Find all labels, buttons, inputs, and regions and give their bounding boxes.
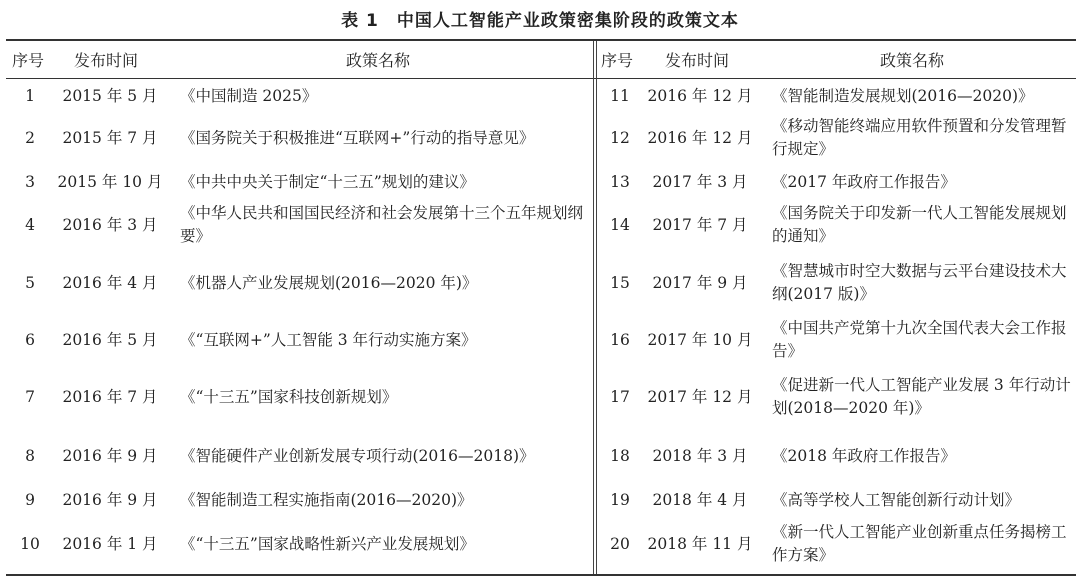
row-policy-name: 《中国制造 2025》 <box>180 86 318 105</box>
row-seq: 1 <box>25 86 35 105</box>
row-seq: 13 <box>610 172 630 191</box>
header-name-right: 政策名称 <box>880 51 945 70</box>
row-policy-name: 《“十三五”国家战略性新兴产业发展规划》 <box>180 534 475 553</box>
table-number: 表 1 <box>341 11 379 31</box>
row-policy-name: 《机器人产业发展规划(2016—2020 年)》 <box>180 273 478 292</box>
row-date: 2015 年 10 月 <box>57 172 163 191</box>
row-policy-name: 《智能制造发展规划(2016—2020)》 <box>772 86 1034 105</box>
row-date: 2016 年 12 月 <box>647 86 753 105</box>
row-policy-name: 《国务院关于印发新一代人工智能发展规划的通知》 <box>772 204 1067 245</box>
header-seq-right: 序号 <box>601 51 634 70</box>
header-name-left: 政策名称 <box>346 51 411 70</box>
row-seq: 12 <box>610 128 630 147</box>
header-date-right: 发布时间 <box>665 51 730 70</box>
row-seq: 14 <box>610 215 630 234</box>
row-seq: 3 <box>25 172 35 191</box>
table-title: 中国人工智能产业政策密集阶段的政策文本 <box>396 11 739 31</box>
row-date: 2015 年 5 月 <box>62 86 158 105</box>
row-seq: 17 <box>610 387 630 406</box>
row-date: 2016 年 3 月 <box>62 215 158 234</box>
row-seq: 7 <box>25 387 35 406</box>
row-date: 2017 年 12 月 <box>647 387 753 406</box>
row-policy-name: 《2018 年政府工作报告》 <box>772 446 956 465</box>
table-bottom-rule <box>6 574 1076 576</box>
row-date: 2018 年 11 月 <box>647 534 753 553</box>
row-policy-name: 《智能硬件产业创新发展专项行动(2016—2018)》 <box>180 446 535 465</box>
row-seq: 19 <box>610 490 630 509</box>
row-date: 2016 年 1 月 <box>62 534 158 553</box>
row-date: 2016 年 5 月 <box>62 330 158 349</box>
row-seq: 2 <box>25 128 35 147</box>
row-date: 2018 年 3 月 <box>652 446 748 465</box>
table-top-rule <box>6 39 1076 41</box>
header-seq-left: 序号 <box>12 51 45 70</box>
column-divider <box>596 41 598 574</box>
row-seq: 11 <box>610 86 630 105</box>
row-seq: 16 <box>610 330 630 349</box>
row-policy-name: 《智慧城市时空大数据与云平台建设技术大纲(2017 版)》 <box>772 262 1067 303</box>
column-divider <box>593 41 595 574</box>
row-policy-name: 《“十三五”国家科技创新规划》 <box>180 387 398 406</box>
row-policy-name: 《移动智能终端应用软件预置和分发管理暂行规定》 <box>772 117 1067 158</box>
row-policy-name: 《高等学校人工智能创新行动计划》 <box>772 490 1021 509</box>
row-date: 2017 年 9 月 <box>652 273 748 292</box>
row-date: 2016 年 9 月 <box>62 490 158 509</box>
row-seq: 20 <box>610 534 630 553</box>
row-date: 2016 年 9 月 <box>62 446 158 465</box>
row-date: 2017 年 7 月 <box>652 215 748 234</box>
row-date: 2016 年 12 月 <box>647 128 753 147</box>
row-seq: 18 <box>610 446 630 465</box>
row-seq: 10 <box>20 534 40 553</box>
row-policy-name: 《国务院关于积极推进“互联网+”行动的指导意见》 <box>180 128 535 147</box>
table-header-rule <box>6 78 1076 79</box>
row-policy-name: 《促进新一代人工智能产业发展 3 年行动计划(2018—2020 年)》 <box>772 376 1071 417</box>
row-policy-name: 《中华人民共和国国民经济和社会发展第十三个五年规划纲要》 <box>180 204 584 245</box>
row-seq: 5 <box>25 273 35 292</box>
row-policy-name: 《中共中央关于制定“十三五”规划的建议》 <box>180 172 475 191</box>
table-caption <box>0 6 1080 31</box>
row-seq: 15 <box>610 273 630 292</box>
row-date: 2016 年 4 月 <box>62 273 158 292</box>
row-policy-name: 《新一代人工智能产业创新重点任务揭榜工作方案》 <box>772 523 1067 564</box>
row-date: 2017 年 3 月 <box>652 172 748 191</box>
row-policy-name: 《2017 年政府工作报告》 <box>772 172 956 191</box>
row-seq: 6 <box>25 330 35 349</box>
row-seq: 9 <box>25 490 35 509</box>
row-policy-name: 《中国共产党第十九次全国代表大会工作报告》 <box>772 319 1067 360</box>
row-policy-name: 《智能制造工程实施指南(2016—2020)》 <box>180 490 473 509</box>
row-date: 2015 年 7 月 <box>62 128 158 147</box>
row-date: 2017 年 10 月 <box>647 330 753 349</box>
header-date-left: 发布时间 <box>74 51 139 70</box>
row-policy-name: 《“互联网+”人工智能 3 年行动实施方案》 <box>180 330 477 349</box>
row-seq: 4 <box>25 215 35 234</box>
row-date: 2016 年 7 月 <box>62 387 158 406</box>
row-date: 2018 年 4 月 <box>652 490 748 509</box>
row-seq: 8 <box>25 446 35 465</box>
